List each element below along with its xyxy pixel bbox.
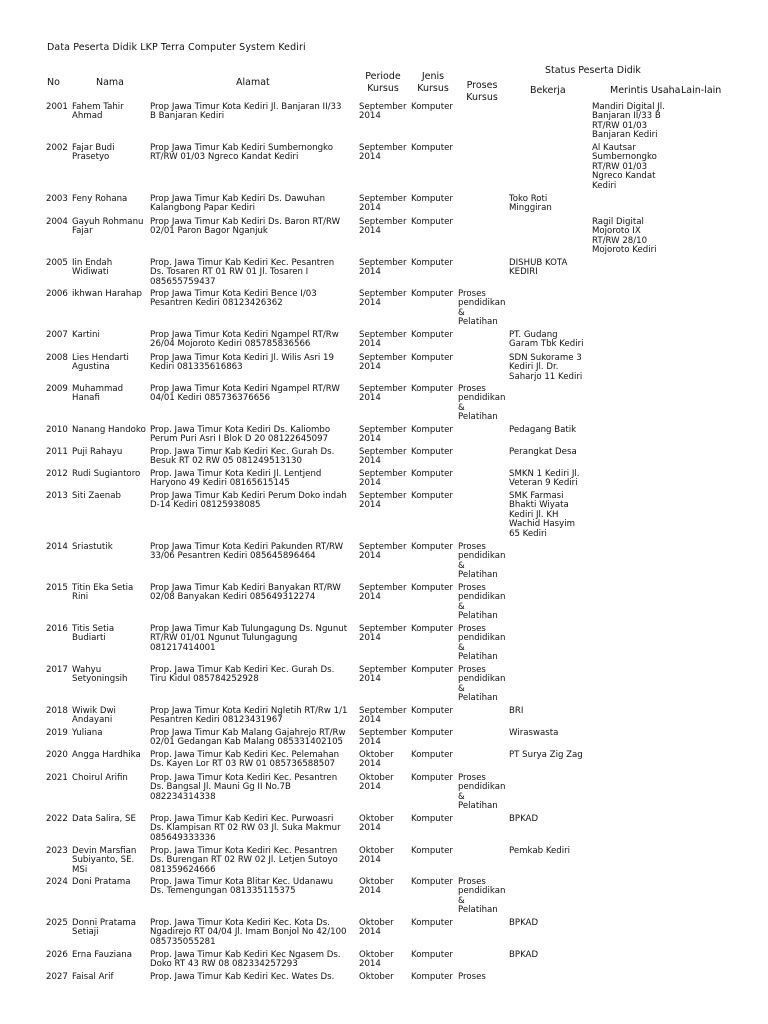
row-employment: BRI — [509, 706, 524, 716]
row-address: Prop Jawa Timur Kab Kediri Perum Doko indah D-14 Kediri 08125938085 — [150, 491, 347, 511]
row-number: 2017 — [46, 665, 68, 675]
row-employment: BPKAD — [509, 950, 539, 960]
row-name: Data Salira, SE — [72, 814, 136, 824]
row-employment: Perangkat Desa — [509, 447, 577, 457]
row-name: Fahem Tahir Ahmad — [72, 102, 124, 122]
header-alamat: Alamat — [236, 77, 270, 88]
row-process: Proses pendidikan & Pelatihan — [458, 289, 506, 328]
row-course-type: Komputer — [411, 491, 453, 501]
row-process: Proses — [458, 972, 486, 982]
row-address: Prop Jawa Timur Kota Kediri Ngampel RT/RW 04/01 Kediri 085736376656 — [150, 384, 340, 404]
row-course-type: Komputer — [411, 846, 453, 856]
row-period: September 2014 — [359, 384, 407, 404]
document-title: Data Peserta Didik LKP Terra Computer System Kediri — [47, 42, 306, 53]
row-address: Prop. Jawa Timur Kota Kediri Kec. Pesantren Ds. Burengan RT 02 RW 02 Jl. Letjen Sutoyo 081359624666 — [150, 846, 338, 875]
row-number: 2014 — [46, 542, 68, 552]
row-business: Ragil Digital Mojoroto IX RT/RW 28/10 Mojoroto Kediri — [592, 217, 657, 256]
row-address: Prop Jawa Timur Kab Malang Gajahrejo RT/Rw 02/01 Gedangan Kab Malang 085331402105 — [150, 728, 346, 748]
row-period: September 2014 — [359, 583, 407, 603]
row-name: Gayuh Rohmanu Fajar — [72, 217, 144, 237]
row-number: 2005 — [46, 258, 68, 268]
row-name: Titis Setia Budiarti — [72, 624, 115, 644]
row-course-type: Komputer — [411, 102, 453, 112]
row-address: Prop Jawa Timur Kota Kediri Ngampel RT/Rw 26/04 Mojoroto Kediri 085785836566 — [150, 330, 339, 350]
row-address: Prop. Jawa Timur Kota Kediri Kec. Pesantren Ds. Bangsal Jl. Mauni Gg II No.7B 082234314338 — [150, 773, 338, 802]
row-number: 2004 — [46, 217, 68, 227]
row-period: Oktober 2014 — [359, 950, 394, 970]
header-proses: Proses Kursus — [466, 80, 498, 103]
row-course-type: Komputer — [411, 447, 453, 457]
row-number: 2001 — [46, 102, 68, 112]
row-number: 2015 — [46, 583, 68, 593]
row-course-type: Komputer — [411, 353, 453, 363]
header-no: No — [47, 77, 60, 88]
row-process: Proses pendidikan & Pelatihan — [458, 542, 506, 581]
row-period: Oktober — [359, 972, 394, 982]
row-course-type: Komputer — [411, 972, 453, 982]
row-name: Donni Pratama Setiaji — [72, 918, 136, 938]
row-course-type: Komputer — [411, 877, 453, 887]
row-employment: PT. Gudang Garam Tbk Kediri — [509, 330, 584, 350]
row-address: Prop Jawa Timur Kota Kediri Bence I/03 Pesantren Kediri 08123426362 — [150, 289, 317, 309]
row-period: Oktober 2014 — [359, 918, 394, 938]
row-course-type: Komputer — [411, 773, 453, 783]
row-period: Oktober 2014 — [359, 814, 394, 834]
row-address: Prop. Jawa Timur Kab Kediri Kec. Purwoasri Ds. Klampisan RT 02 RW 03 Jl. Suka Makmur 085649333336 — [150, 814, 341, 843]
row-name: Erna Fauziana — [72, 950, 133, 960]
row-period: September 2014 — [359, 665, 407, 685]
row-name: Wahyu Setyoningsih — [72, 665, 128, 685]
row-address: Prop Jawa Timur Kota Kediri Pakunden RT/RW 33/06 Pesantren Kediri 085645896464 — [150, 542, 344, 562]
row-course-type: Komputer — [411, 750, 453, 760]
row-period: September 2014 — [359, 102, 407, 122]
row-number: 2018 — [46, 706, 68, 716]
row-period: September 2014 — [359, 491, 407, 511]
row-period: September 2014 — [359, 143, 407, 163]
row-name: Devin Marsfian Subiyanto, SE. MSi — [72, 846, 137, 875]
row-period: September 2014 — [359, 469, 407, 489]
row-name: Sriastutik — [72, 542, 113, 552]
row-employment: Toko Roti Minggiran — [509, 194, 552, 214]
header-merintis: Merintis Usaha — [610, 85, 681, 96]
row-address: Prop Jawa Timur Kab Kediri Ds. Baron RT/RW 02/01 Paron Bagor Nganjuk — [150, 217, 341, 237]
row-address: Prop Jawa Timur Kab Tulungagung Ds. Ngunut RT/RW 01/01 Ngunut Tulungagung 081217414001 — [150, 624, 348, 653]
row-number: 2013 — [46, 491, 68, 501]
row-period: September 2014 — [359, 624, 407, 644]
row-number: 2011 — [46, 447, 68, 457]
row-address: Prop. Jawa Timur Kab Kediri Kec. Pelemahan Ds. Kayen Lor RT 03 RW 01 085736588507 — [150, 750, 340, 770]
row-name: Lies Hendarti Agustina — [72, 353, 129, 373]
row-employment: SMKN 1 Kediri Jl. Veteran 9 Kediri — [509, 469, 580, 489]
row-period: September 2014 — [359, 330, 407, 350]
row-period: September 2014 — [359, 258, 407, 278]
row-number: 2019 — [46, 728, 68, 738]
row-number: 2026 — [46, 950, 68, 960]
row-period: September 2014 — [359, 728, 407, 748]
row-period: September 2014 — [359, 289, 407, 309]
header-periode: Periode Kursus — [365, 71, 401, 94]
row-name: Wiwik Dwi Andayani — [72, 706, 116, 726]
row-course-type: Komputer — [411, 918, 453, 928]
row-address: Prop. Jawa Timur Kab Kediri Kec. Gurah Ds. Besuk RT 02 RW 05 081249513130 — [150, 447, 335, 467]
row-process: Proses pendidikan & Pelatihan — [458, 877, 506, 916]
row-address: Prop Jawa Timur Kota Kediri Ngletih RT/Rw 1/1 Pesantren Kediri 08123431967 — [150, 706, 348, 726]
row-number: 2010 — [46, 425, 68, 435]
row-employment: Pemkab Kediri — [509, 846, 571, 856]
row-name: Angga Hardhika — [72, 750, 141, 760]
row-employment: BPKAD — [509, 918, 539, 928]
row-number: 2016 — [46, 624, 68, 634]
row-number: 2021 — [46, 773, 68, 783]
row-course-type: Komputer — [411, 384, 453, 394]
row-address: Prop. Jawa Timur Kab Kediri Kec. Gurah Ds. Tiru Kidul 085784252928 — [150, 665, 335, 685]
row-address: Prop. Jawa Timur Kota Kediri Kec. Kota Ds. Ngadirejo RT 04/04 Jl. Imam Bonjol No 42/100 085735055281 — [150, 918, 347, 947]
row-period: Oktober 2014 — [359, 750, 394, 770]
row-name: Nanang Handoko — [72, 425, 146, 435]
row-employment: DISHUB KOTA KEDIRI — [509, 258, 568, 278]
row-period: September 2014 — [359, 542, 407, 562]
row-address: Prop Jawa Timur Kota Kediri Jl. Wilis Asri 19 Kediri 081335616863 — [150, 353, 334, 373]
row-period: September 2014 — [359, 447, 407, 467]
row-name: Fajar Budi Prasetyo — [72, 143, 115, 163]
row-name: Choirul Arifin — [72, 773, 128, 783]
row-address: Prop. Jawa Timur Kota Kediri Jl. Lentjend Haryono 49 Kediri 08165615145 — [150, 469, 322, 489]
row-number: 2007 — [46, 330, 68, 340]
row-number: 2025 — [46, 918, 68, 928]
row-course-type: Komputer — [411, 425, 453, 435]
row-process: Proses pendidikan & Pelatihan — [458, 773, 506, 812]
row-course-type: Komputer — [411, 665, 453, 675]
row-address: Prop. Jawa Timur Kota Blitar Kec. Udanawu Ds. Temengungan 081335115375 — [150, 877, 334, 897]
row-name: Doni Pratama — [72, 877, 131, 887]
row-period: September 2014 — [359, 425, 407, 445]
row-course-type: Komputer — [411, 289, 453, 299]
row-address: Prop Jawa Timur Kota Kediri Jl. Banjaran II/33 B Banjaran Kediri — [150, 102, 342, 122]
row-number: 2002 — [46, 143, 68, 153]
row-course-type: Komputer — [411, 469, 453, 479]
header-jenis: Jenis Kursus — [417, 71, 449, 94]
header-lain: Lain-lain — [681, 85, 722, 96]
header-nama: Nama — [96, 77, 125, 88]
row-period: September 2014 — [359, 217, 407, 237]
row-number: 2012 — [46, 469, 68, 479]
row-course-type: Komputer — [411, 814, 453, 824]
row-name: ikhwan Harahap — [72, 289, 142, 299]
row-number: 2003 — [46, 194, 68, 204]
row-period: Oktober 2014 — [359, 773, 394, 793]
row-number: 2027 — [46, 972, 68, 982]
row-name: Faisal Arif — [72, 972, 114, 982]
row-number: 2009 — [46, 384, 68, 394]
row-employment: SMK Farmasi Bhakti Wiyata Kediri Jl. KH Wachid Hasyim 65 Kediri — [509, 491, 576, 539]
row-employment: Wiraswasta — [509, 728, 559, 738]
row-name: Iin Endah Widiwati — [72, 258, 113, 278]
row-address: Prop Jawa Timur Kab Kediri Ds. Dawuhan Kalangbong Papar Kediri — [150, 194, 326, 214]
row-address: Prop. Jawa Timur Kota Kediri Ds. Kaliombo Perum Puri Asri I Blok D 20 08122645097 — [150, 425, 331, 445]
row-name: Rudi Sugiantoro — [72, 469, 141, 479]
row-period: Oktober 2014 — [359, 877, 394, 897]
row-number: 2020 — [46, 750, 68, 760]
row-period: September 2014 — [359, 194, 407, 214]
row-employment: BPKAD — [509, 814, 539, 824]
row-number: 2008 — [46, 353, 68, 363]
row-name: Feny Rohana — [72, 194, 128, 204]
row-business: Mandiri Digital Jl. Banjaran II/33 B RT/RW 01/03 Banjaran Kediri — [592, 102, 665, 141]
row-name: Siti Zaenab — [72, 491, 121, 501]
row-process: Proses pendidikan & Pelatihan — [458, 384, 506, 423]
row-course-type: Komputer — [411, 624, 453, 634]
row-course-type: Komputer — [411, 706, 453, 716]
row-period: Oktober 2014 — [359, 846, 394, 866]
row-address: Prop Jawa Timur Kab Kediri Banyakan RT/RW 02/08 Banyakan Kediri 085649312274 — [150, 583, 341, 603]
row-address: Prop. Jawa Timur Kab Kediri Kec. Pesantren Ds. Tosaren RT 01 RW 01 Jl. Tosaren I 085655759437 — [150, 258, 335, 287]
row-process: Proses pendidikan & Pelatihan — [458, 583, 506, 622]
row-process: Proses pendidikan & Pelatihan — [458, 624, 506, 663]
row-name: Muhammad Hanafi — [72, 384, 124, 404]
row-address: Prop. Jawa Timur Kab Kediri Kec. Wates Ds. — [150, 972, 335, 982]
row-course-type: Komputer — [411, 143, 453, 153]
row-name: Yuliana — [72, 728, 103, 738]
row-employment: SDN Sukorame 3 Kediri Jl. Dr. Saharjo 11 Kediri — [509, 353, 583, 382]
header-bekerja: Bekerja — [530, 85, 566, 96]
row-course-type: Komputer — [411, 330, 453, 340]
row-number: 2023 — [46, 846, 68, 856]
row-period: September 2014 — [359, 353, 407, 373]
row-number: 2024 — [46, 877, 68, 887]
row-employment: Pedagang Batik — [509, 425, 577, 435]
row-course-type: Komputer — [411, 542, 453, 552]
row-employment: PT Surya Zig Zag — [509, 750, 583, 760]
row-address: Prop. Jawa Timur Kab Kediri Kec Ngasem Ds. Doko RT 43 RW 08 082334257293 — [150, 950, 341, 970]
header-status: Status Peserta Didik — [545, 65, 641, 76]
row-name: Titin Eka Setia Rini — [72, 583, 134, 603]
row-course-type: Komputer — [411, 728, 453, 738]
row-number: 2022 — [46, 814, 68, 824]
row-course-type: Komputer — [411, 194, 453, 204]
row-course-type: Komputer — [411, 950, 453, 960]
row-name: Kartini — [72, 330, 100, 340]
row-process: Proses pendidikan & Pelatihan — [458, 665, 506, 704]
row-address: Prop Jawa Timur Kab Kediri Sumbernongko RT/RW 01/03 Ngreco Kandat Kediri — [150, 143, 333, 163]
row-name: Puji Rahayu — [72, 447, 123, 457]
row-period: September 2014 — [359, 706, 407, 726]
row-course-type: Komputer — [411, 217, 453, 227]
row-number: 2006 — [46, 289, 68, 299]
row-course-type: Komputer — [411, 583, 453, 593]
row-business: Al Kautsar Sumbernongko RT/RW 01/03 Ngreco Kandat Kediri — [592, 143, 657, 191]
row-course-type: Komputer — [411, 258, 453, 268]
